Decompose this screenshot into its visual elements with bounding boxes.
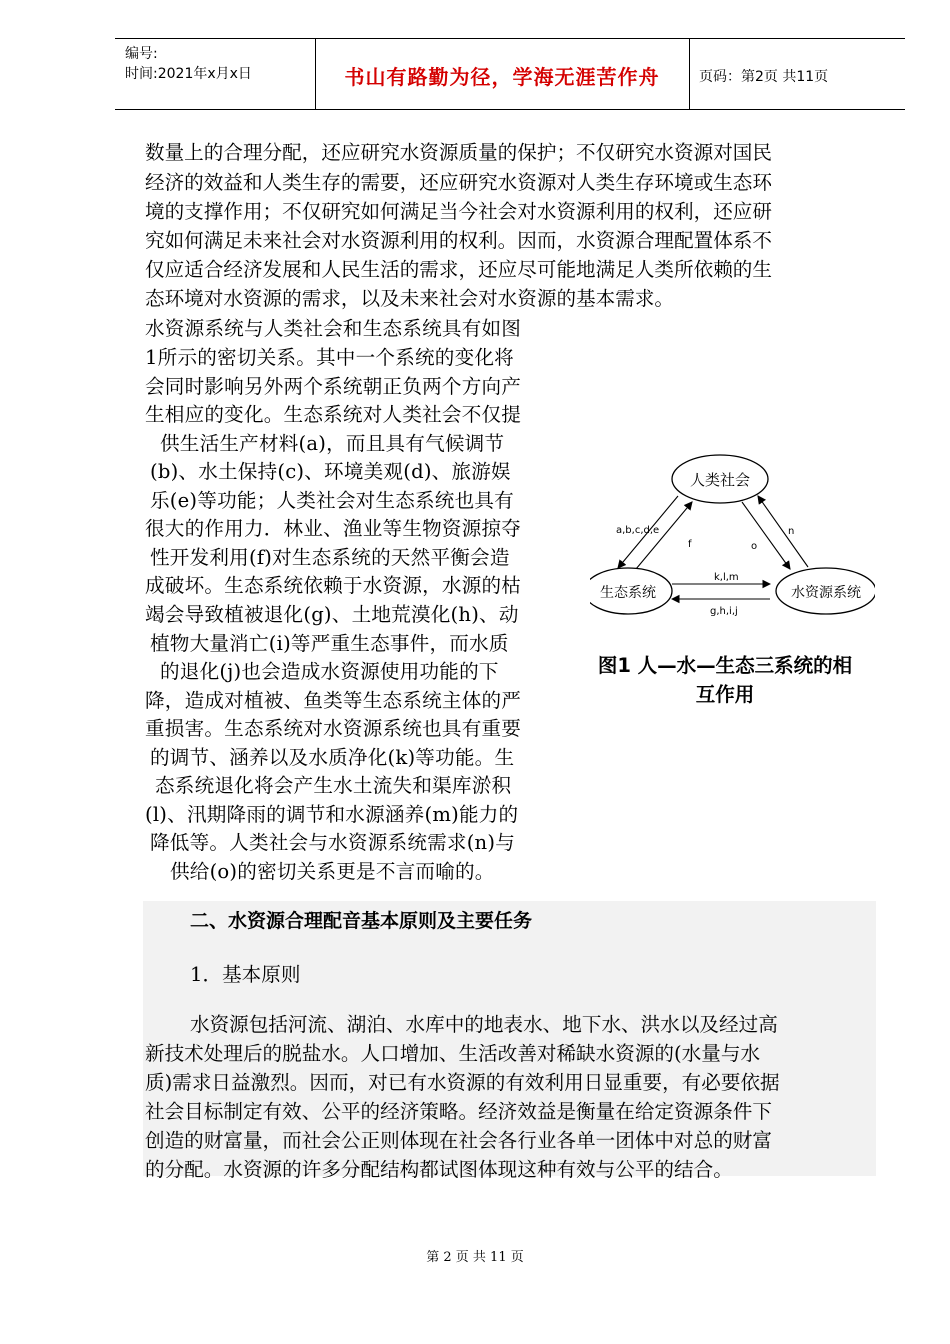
serial-label: 编号: bbox=[125, 46, 158, 62]
text-line: 创造的财富量，而社会公正则体现在社会各行业各单一团体中对总的财富 bbox=[145, 1129, 772, 1152]
text-line: 会同时影响另外两个系统朝正负两个方向产 bbox=[145, 375, 522, 398]
text-line: 降低等。人类社会与水资源系统需求(n)与 bbox=[150, 831, 516, 854]
page-header bbox=[115, 38, 905, 110]
text-line: 新技术处理后的脱盐水。人口增加、生活改善对稀缺水资源的(水量与水 bbox=[145, 1042, 761, 1065]
text-line: 水资源系统与人类社会和生态系统具有如图 bbox=[145, 317, 522, 340]
motto: 书山有路勤为径，学海无涯苦作舟 bbox=[344, 65, 660, 89]
header-meta-cell bbox=[115, 39, 316, 109]
text-line: 数量上的合理分配，还应研究水资源质量的保护；不仅研究水资源对国民 bbox=[145, 141, 772, 164]
section-heading: 二、水资源合理配音基本原则及主要任务 bbox=[190, 910, 533, 932]
text-line: 降，造成对植被、鱼类等生态系统主体的严 bbox=[145, 689, 522, 712]
text-line: 态环境对水资源的需求，以及未来社会对水资源的基本需求。 bbox=[145, 287, 675, 310]
text-line: 供给(o)的密切关系更是不言而喻的。 bbox=[170, 860, 495, 883]
node-human-label: 人类社会 bbox=[689, 471, 751, 489]
text-line: 的退化(j)也会造成水资源使用功能的下 bbox=[160, 660, 499, 683]
label-klm: k,l,m bbox=[714, 572, 739, 583]
three-system-diagram bbox=[590, 452, 875, 647]
text-line: 的分配。水资源的许多分配结构都试图体现这种有效与公平的结合。 bbox=[145, 1158, 733, 1181]
header-motto-cell bbox=[315, 39, 690, 109]
header-page-cell bbox=[689, 39, 905, 109]
text-line: 境的支撑作用；不仅研究如何满足当今社会对水资源利用的权利，还应研 bbox=[145, 200, 772, 223]
caption-line: 图1 人—水—生态三系统的相 bbox=[597, 654, 853, 677]
page-footer: 第 2 页 共 11 页 bbox=[426, 1250, 524, 1265]
text-line: 乐(e)等功能；人类社会对生态系统也具有 bbox=[150, 489, 514, 512]
label-abcde: a,b,c,d,e bbox=[616, 525, 660, 536]
text-line: 成破坏。生态系统依赖于水资源，水源的枯 bbox=[145, 574, 522, 597]
text-line: 社会目标制定有效、公平的经济策略。经济效益是衡量在给定资源条件下 bbox=[145, 1100, 772, 1123]
text-line: (l)、汛期降雨的调节和水源涵养(m)能力的 bbox=[145, 803, 519, 826]
text-line: 究如何满足未来社会对水资源利用的权利。因而，水资源合理配置体系不 bbox=[145, 229, 772, 252]
text-line: 竭会导致植被退化(g)、土地荒漠化(h)、动 bbox=[145, 603, 519, 626]
text-line: 水资源包括河流、湖泊、水库中的地表水、地下水、洪水以及经过高 bbox=[190, 1013, 778, 1036]
caption-line: 互作用 bbox=[695, 683, 755, 706]
text-line: 质)需求日益激烈。因而，对已有水资源的有效利用日显重要，有必要依据 bbox=[145, 1071, 780, 1094]
text-line: 供生活生产材料(a)，而且具有气候调节 bbox=[160, 432, 505, 455]
label-f: f bbox=[688, 539, 692, 550]
text-line: (b)、水土保持(c)、环境美观(d)、旅游娱 bbox=[150, 460, 511, 483]
node-water-label: 水资源系统 bbox=[791, 585, 861, 601]
label-n: n bbox=[788, 526, 795, 537]
text-line: 重损害。生态系统对水资源系统也具有重要 bbox=[145, 717, 522, 740]
label-o: o bbox=[751, 541, 758, 552]
text-line: 植物大量消亡(i)等严重生态事件，而水质 bbox=[150, 632, 509, 655]
text-line: 生相应的变化。生态系统对人类社会不仅提 bbox=[145, 403, 522, 426]
text-line: 仅应适合经济发展和人民生活的需求，还应尽可能地满足人类所依赖的生 bbox=[145, 258, 772, 281]
arrow-human-to-water bbox=[742, 502, 790, 569]
text-line: 经济的效益和人类生存的需要，还应研究水资源对人类生存环境或生态环 bbox=[145, 171, 772, 194]
section-subheading: 1．基本原则 bbox=[190, 963, 301, 986]
time-label: 时间:2021年x月x日 bbox=[125, 66, 252, 82]
text-line: 的调节、涵养以及水质净化(k)等功能。生 bbox=[150, 746, 515, 769]
text-line: 1所示的密切关系。其中一个系统的变化将 bbox=[145, 346, 514, 369]
text-line: 性开发利用(f)对生态系统的天然平衡会造 bbox=[150, 546, 510, 569]
node-eco-label: 生态系统 bbox=[600, 585, 656, 601]
figure-caption bbox=[575, 651, 875, 709]
text-line: 很大的作用力．林业、渔业等生物资源掠夺 bbox=[145, 517, 522, 540]
text-line: 态系统退化将会产生水土流失和渠库淤积 bbox=[155, 774, 512, 797]
page-info: 页码：第2页 共11页 bbox=[699, 69, 829, 85]
label-ghij: g,h,i,j bbox=[710, 606, 738, 617]
arrow-water-to-human bbox=[758, 496, 808, 567]
